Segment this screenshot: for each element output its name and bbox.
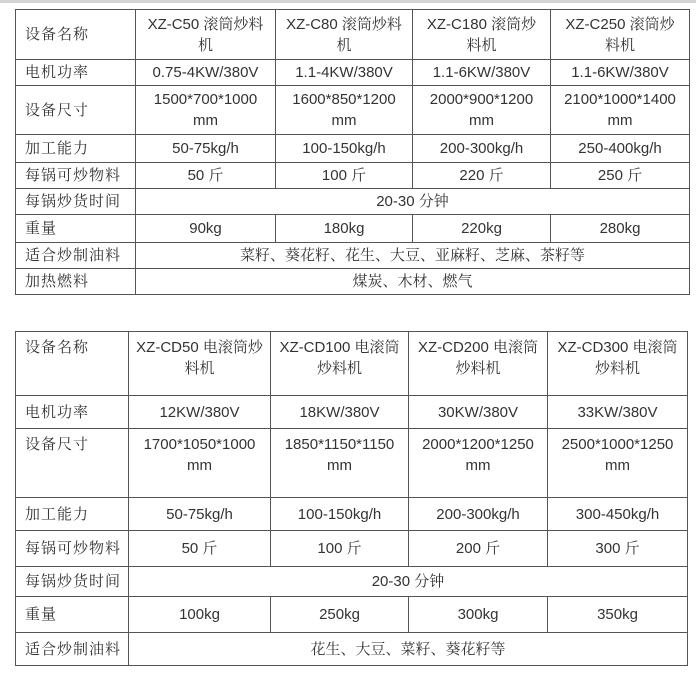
spec-value-cell: 1700*1050*1000 mm [129, 429, 271, 498]
spec-span-cell: 菜籽、葵花籽、花生、大豆、亚麻籽、芝麻、茶籽等 [136, 243, 690, 269]
table-row [16, 396, 688, 429]
spec-value-cell: 1850*1150*1150 mm [271, 429, 409, 498]
spec-value-cell: 100-150kg/h [276, 135, 413, 163]
spec-value-cell: 280kg [551, 215, 690, 243]
table-row [16, 60, 690, 86]
row-label: 每锅可炒物料 [16, 163, 136, 189]
table-row [16, 10, 690, 60]
row-label: 适合炒制油料 [16, 243, 136, 269]
electric-roller-roaster-spec-table [15, 331, 688, 666]
row-label: 每锅炒货时间 [16, 189, 136, 215]
spec-value-cell: 350kg [548, 597, 688, 633]
spec-value-cell: 1.1-6KW/380V [551, 60, 690, 86]
spec-value-cell: 180kg [276, 215, 413, 243]
row-label: 设备尺寸 [16, 429, 129, 498]
spec-value-cell: 2000*1200*1250 mm [409, 429, 548, 498]
spec-value-cell: 50-75kg/h [129, 498, 271, 531]
row-label: 重量 [16, 597, 129, 633]
gas-table-body [16, 10, 690, 295]
spec-span-cell: 煤炭、木材、燃气 [136, 269, 690, 295]
spec-value-cell: XZ-C180 滚筒炒料机 [413, 10, 551, 60]
spec-value-cell: 18KW/380V [271, 396, 409, 429]
row-label: 电机功率 [16, 60, 136, 86]
spec-value-cell: 100kg [129, 597, 271, 633]
row-label: 设备名称 [16, 10, 136, 60]
spec-value-cell: 250-400kg/h [551, 135, 690, 163]
spec-value-cell: XZ-C80 滚筒炒料机 [276, 10, 413, 60]
spec-value-cell: 200-300kg/h [413, 135, 551, 163]
row-label: 重量 [16, 215, 136, 243]
spec-value-cell: 2000*900*1200 mm [413, 86, 551, 135]
spec-value-cell: 0.75-4KW/380V [136, 60, 276, 86]
spec-value-cell: 1.1-6KW/380V [413, 60, 551, 86]
spec-value-cell: 200 斤 [409, 531, 548, 567]
spec-value-cell: XZ-C50 滚筒炒料机 [136, 10, 276, 60]
table-row [16, 86, 690, 135]
row-label: 每锅可炒物料 [16, 531, 129, 567]
spec-value-cell: 90kg [136, 215, 276, 243]
row-label: 加工能力 [16, 498, 129, 531]
spec-value-cell: 2500*1000*1250 mm [548, 429, 688, 498]
spec-value-cell: 2100*1000*1400 mm [551, 86, 690, 135]
table-row [16, 633, 688, 666]
spec-span-cell: 花生、大豆、菜籽、葵花籽等 [129, 633, 688, 666]
table-row [16, 567, 688, 597]
spec-value-cell: 12KW/380V [129, 396, 271, 429]
spec-value-cell: 300-450kg/h [548, 498, 688, 531]
spec-value-cell: 250kg [271, 597, 409, 633]
spec-value-cell: 200-300kg/h [409, 498, 548, 531]
spec-value-cell: 100 斤 [276, 163, 413, 189]
spec-value-cell: XZ-C250 滚筒炒料机 [551, 10, 690, 60]
table-row [16, 269, 690, 295]
spec-value-cell: 100 斤 [271, 531, 409, 567]
row-label: 电机功率 [16, 396, 129, 429]
spec-value-cell: XZ-CD100 电滚筒炒料机 [271, 332, 409, 396]
row-label: 设备尺寸 [16, 86, 136, 135]
row-label: 每锅炒货时间 [16, 567, 129, 597]
table-row [16, 135, 690, 163]
spec-value-cell: 1.1-4KW/380V [276, 60, 413, 86]
table-row [16, 215, 690, 243]
row-label: 设备名称 [16, 332, 129, 396]
electric-table-body [16, 332, 688, 666]
table-row [16, 189, 690, 215]
spec-span-cell: 20-30 分钟 [129, 567, 688, 597]
table-row [16, 332, 688, 396]
spec-value-cell: 220kg [413, 215, 551, 243]
table-row [16, 243, 690, 269]
top-divider-strip [0, 0, 696, 3]
spec-value-cell: 1600*850*1200 mm [276, 86, 413, 135]
spec-value-cell: 1500*700*1000 mm [136, 86, 276, 135]
table-row [16, 597, 688, 633]
spec-value-cell: 220 斤 [413, 163, 551, 189]
spec-value-cell: 50-75kg/h [136, 135, 276, 163]
gas-roller-roaster-spec-table [15, 9, 690, 295]
row-label: 适合炒制油料 [16, 633, 129, 666]
table-row [16, 429, 688, 498]
table-row [16, 498, 688, 531]
spec-value-cell: 100-150kg/h [271, 498, 409, 531]
spec-value-cell: 30KW/380V [409, 396, 548, 429]
spec-value-cell: 50 斤 [129, 531, 271, 567]
spec-value-cell: 300kg [409, 597, 548, 633]
spec-span-cell: 20-30 分钟 [136, 189, 690, 215]
spec-value-cell: 250 斤 [551, 163, 690, 189]
spec-value-cell: 300 斤 [548, 531, 688, 567]
table-row [16, 531, 688, 567]
spec-value-cell: XZ-CD50 电滚筒炒料机 [129, 332, 271, 396]
spec-value-cell: XZ-CD300 电滚筒炒料机 [548, 332, 688, 396]
table-row [16, 163, 690, 189]
spec-value-cell: XZ-CD200 电滚筒炒料机 [409, 332, 548, 396]
row-label: 加热燃料 [16, 269, 136, 295]
row-label: 加工能力 [16, 135, 136, 163]
spec-value-cell: 50 斤 [136, 163, 276, 189]
spec-value-cell: 33KW/380V [548, 396, 688, 429]
